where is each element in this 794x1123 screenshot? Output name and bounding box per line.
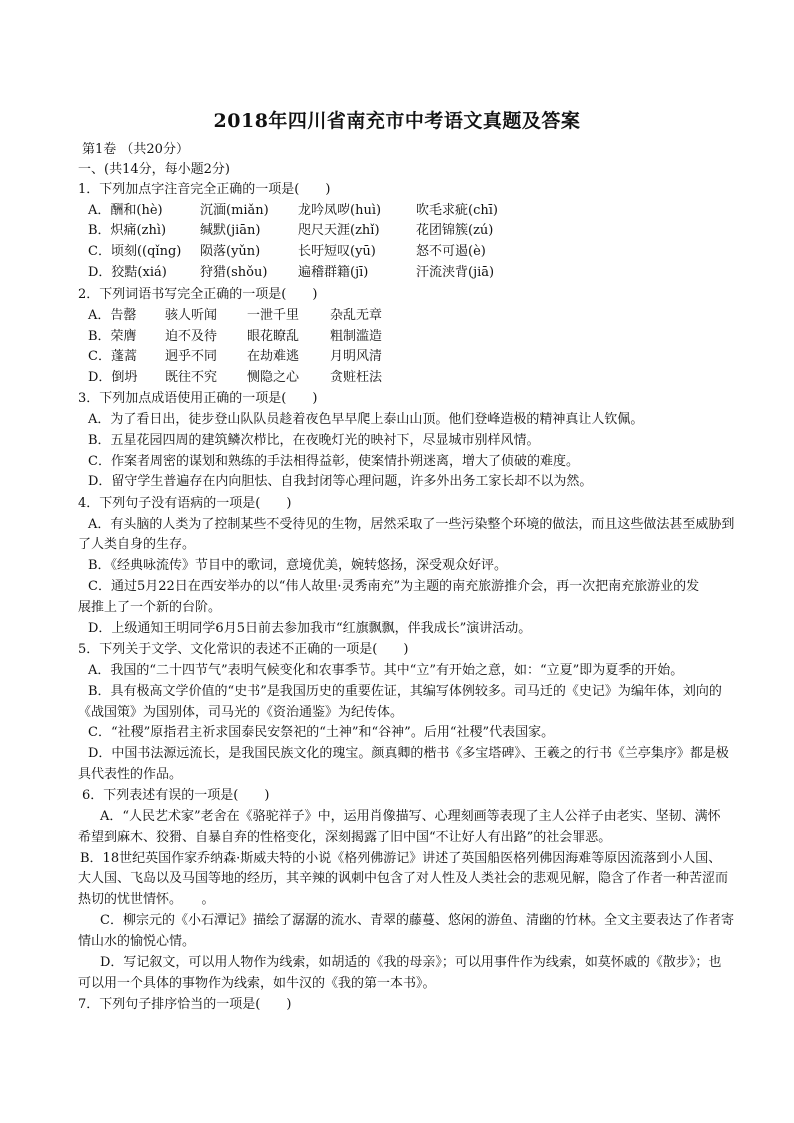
question-3-option-d: D．留守学生普遍存在内向胆怯、自我封闭等心理问题，许多外出务工家长却不以为然。: [88, 474, 593, 489]
question-5-option-b: B．具有极高文学价值的“史书”是我国历史的重要佐证，其编写体例较多。司马迁的《史记》为编年体，刘向的: [88, 684, 722, 699]
question-5-option-b-cont: 《战国策》为国别体，司马光的《资治通鉴》为纪传体。: [78, 705, 404, 720]
option-cell: 迫不及待: [165, 329, 218, 344]
question-2-option-c: [88, 348, 382, 365]
option-cell: D．倒坍: [88, 370, 138, 385]
option-cell: C．蓬蒿: [88, 349, 137, 364]
option-cell: 汗流浃背(jiā): [416, 265, 495, 280]
question-5-stem: 5．下列关于文学、文化常识的表述不正确的一项是( ): [78, 642, 409, 657]
question-7-stem: 7．下列句子排序恰当的一项是( ): [78, 997, 292, 1012]
question-6-option-c: C．柳宗元的《小石潭记》描绘了潺潺的流水、青翠的藤蔓、悠闲的游鱼、清幽的竹林。全文主要表达了作者寄: [100, 913, 734, 928]
option-cell: 狩猎(shǒu): [200, 265, 268, 280]
option-cell: 月明风清: [330, 349, 383, 364]
question-6-stem: 6．下列表述有误的一项是( ): [82, 788, 270, 803]
question-6-option-d-cont: 可以用一个具体的事物作为线索，如牛汉的《我的第一本书》。: [78, 976, 436, 991]
question-6-option-c-cont: 情山水的愉悦心情。: [78, 934, 196, 949]
question-4-option-c-cont: 展推上了一个新的台阶。: [78, 600, 222, 615]
option-cell: 一泄千里: [247, 308, 300, 323]
option-cell: 陨落(yǔn): [200, 244, 261, 259]
option-cell: 粗制滥造: [330, 329, 383, 344]
question-3-option-c: C．作案者周密的谋划和熟练的手法相得益彰，使案情扑朔迷离，增大了侦破的难度。: [88, 454, 579, 469]
question-6-option-b-cont2: 热切的忧世情怀。 。: [78, 892, 215, 907]
question-2-option-d: [88, 369, 382, 386]
option-cell: 贪赃枉法: [330, 370, 383, 385]
option-cell: 眼花瞭乱: [247, 329, 300, 344]
question-5-option-d: D．中国书法源远流长，是我国民族文化的瑰宝。颜真卿的楷书《多宝塔碑》、王羲之的行书《兰亭集序》都是极: [88, 746, 729, 761]
question-6-option-a-cont: 希望到麻木、狡猾、自暴自弃的性格变化，深刻揭露了旧中国“不让好人有出路”的社会罪恶。: [78, 830, 612, 845]
question-2-option-a: [88, 307, 382, 324]
question-5-option-d-cont: 具代表性的作品。: [78, 767, 183, 782]
volume-heading: 第1卷 （共20分）: [82, 142, 189, 157]
option-cell: 花团锦簇(zú): [416, 223, 494, 238]
option-cell: 遍稽群籍(jī): [298, 265, 369, 280]
option-cell: 杂乱无章: [330, 308, 383, 323]
question-2-option-b: [88, 328, 382, 345]
option-cell: D．狡黠(xiá): [88, 265, 167, 280]
option-cell: C．顷刻((qǐng): [88, 244, 182, 259]
option-cell: 恻隐之心: [247, 370, 300, 385]
question-5-option-a: A．我国的“二十四节气”表明气候变化和农事季节。其中“立”有开始之意，如：“立夏”即为夏季的开始。: [88, 663, 684, 678]
question-3-option-b: B．五星花园四周的建筑鳞次栉比，在夜晚灯光的映衬下，尽显城市别样风情。: [88, 433, 540, 448]
option-cell: 长吁短叹(yū): [298, 244, 376, 259]
option-cell: B．炽痛(zhì): [88, 223, 167, 238]
question-3-stem: 3．下列加点成语使用正确的一项是( ): [78, 391, 318, 406]
question-5-option-c: C．“社稷”原指君主祈求国泰民安祭祀的“土神”和“谷神”。后用“社稷”代表国家。: [88, 725, 555, 740]
option-cell: A．告罄: [88, 308, 137, 323]
option-cell: 怒不可遏(è): [416, 244, 486, 259]
question-4-option-c: C．通过5月22日在西安举办的以“伟人故里·灵秀南充”为主题的南充旅游推介会，再一次把南充旅游业的发: [88, 579, 700, 594]
option-cell: 骇人听闻: [165, 308, 218, 323]
question-1-option-c: [88, 243, 486, 260]
question-2-stem: 2．下列词语书写完全正确的一项是( ): [78, 287, 318, 302]
question-4-stem: 4．下列句子没有语病的一项是( ): [78, 496, 292, 511]
option-cell: 吹毛求疵(chī): [416, 203, 498, 218]
option-cell: 迥乎不同: [165, 349, 218, 364]
question-1-option-a: [88, 202, 498, 219]
question-6-option-b: B．18世纪英国作家乔纳森·斯威夫特的小说《格列佛游记》讲述了英国船医格列佛因海难等原因流落到小人国、: [80, 851, 722, 866]
question-4-option-a-cont: 了人类自身的生存。: [78, 537, 196, 552]
question-4-option-d: D．上级通知王明同学6月5日前去参加我市“红旗飘飘，伴我成长”演讲活动。: [88, 621, 532, 636]
option-cell: B．荣膺: [88, 329, 137, 344]
question-4-option-b: B．《经典咏流传》节目中的歌词，意境优美，婉转悠扬，深受观众好评。: [88, 558, 508, 573]
question-6-option-d: D．写记叙文，可以用人物作为线索，如胡适的《我的母亲》；可以用事件作为线索，如莫怀戚的《散步》；也: [100, 955, 722, 970]
option-cell: 在劫难逃: [247, 349, 300, 364]
question-1-stem: 1．下列加点字注音完全正确的一项是( ): [78, 182, 331, 197]
question-6-option-b-cont: 大人国、飞岛以及马国等地的经历，其辛辣的讽刺中包含了对人性及人类社会的悲观见解，隐含了作者一种苦涩而: [78, 871, 729, 886]
option-cell: 既往不究: [165, 370, 218, 385]
option-cell: 龙吟凤哕(huì): [298, 203, 382, 218]
question-6-option-a: A．“人民艺术家”老舍在《骆驼祥子》中，运用肖像描写、心理刻画等表现了主人公祥子由老实、坚韧、满怀: [100, 809, 721, 824]
section-heading: 一、(共14分，每小题2分): [78, 162, 230, 177]
option-cell: A．酬和(hè): [88, 203, 163, 218]
option-cell: 咫尺天涯(zhǐ): [298, 223, 380, 238]
question-4-option-a: A．有头脑的人类为了控制某些不受待见的生物，居然采取了一些污染整个环境的做法，而且这些做法甚至威胁到: [88, 517, 735, 532]
option-cell: 沉湎(miǎn): [200, 203, 269, 218]
question-1-option-d: [88, 264, 494, 281]
document-title: 2018年四川省南充市中考语文真题及答案: [213, 110, 581, 132]
question-1-option-b: [88, 222, 493, 239]
question-3-option-a: A．为了看日出，徒步登山队队员趁着夜色早早爬上泰山山顶。他们登峰造极的精神真让人钦佩。: [88, 412, 644, 427]
option-cell: 缄默(jiān): [200, 223, 261, 238]
